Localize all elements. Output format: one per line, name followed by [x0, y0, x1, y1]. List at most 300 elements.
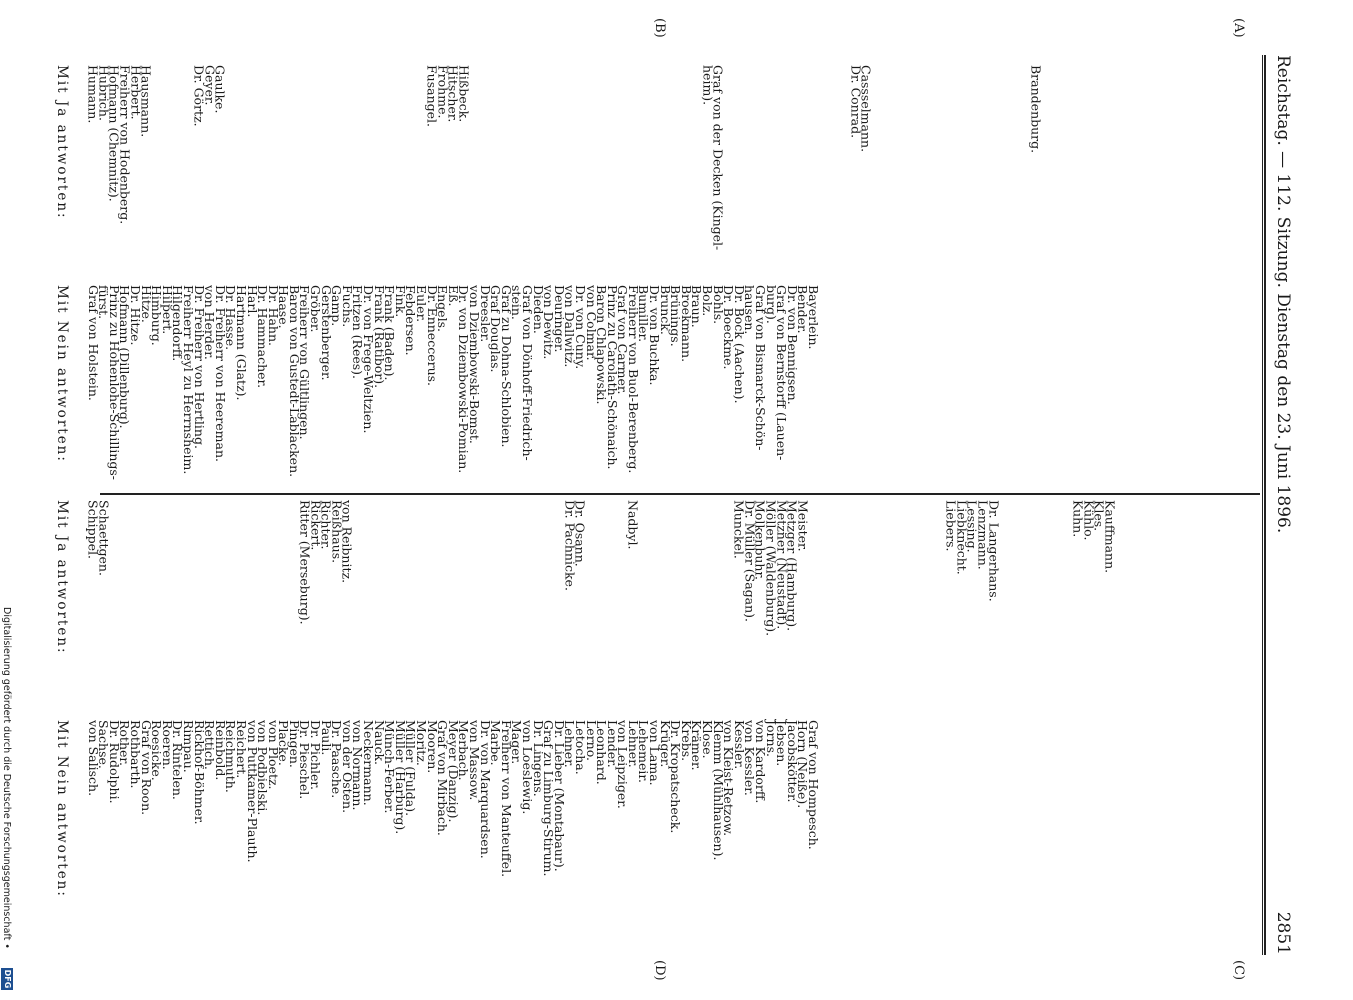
name-entry: Dr. Müller (Sagan). — [742, 500, 758, 623]
name-entry: Dr. Osann. — [572, 500, 588, 567]
name-entry: Dr. Hitze. — [127, 285, 143, 346]
name-entry — [892, 500, 903, 715]
name-entry — [818, 500, 829, 715]
name-entry: Metzner (Neustadt). — [774, 500, 790, 630]
name-entry: Eß. — [445, 285, 461, 307]
name-entry — [871, 500, 882, 715]
name-entry: Placke. — [276, 720, 292, 766]
name-entry: von Podbielski. — [255, 720, 271, 816]
name-entry: Gaulke. — [212, 65, 228, 114]
name-entry: Hubrich. — [96, 65, 112, 121]
column-separator — [100, 493, 1260, 495]
name-entry — [913, 500, 924, 715]
name-entry — [1136, 500, 1147, 715]
name-entry: Deuringer. — [551, 285, 567, 353]
name-entry — [1125, 500, 1136, 715]
name-entry: Bayerlein. — [805, 285, 821, 350]
name-entry: Leonhard. — [594, 720, 610, 785]
page-number: 2851 — [1273, 911, 1293, 955]
name-entry: Dr. Kropatscheck. — [668, 720, 684, 834]
name-entry: Nadbyl. — [625, 500, 641, 550]
name-entry: von Leipziger. — [615, 720, 631, 809]
name-entry — [733, 65, 744, 280]
name-entry: Rothbarth. — [127, 720, 143, 789]
name-entry: Dr. Lingens. — [530, 720, 546, 797]
name-entry: Lerno. — [583, 720, 599, 762]
name-entry: Kuhn. — [1070, 500, 1086, 538]
name-entry: Neckermann. — [361, 720, 377, 806]
name-entry — [903, 65, 914, 280]
name-entry — [278, 65, 289, 280]
name-entry: Lehemeir. — [636, 720, 652, 783]
name-entry — [490, 500, 501, 715]
name-entry: Dr. Pachnicke. — [562, 500, 578, 591]
name-entry: Graf von Bismarck-Schön- — [753, 285, 768, 451]
name-entry — [638, 65, 649, 280]
name-entry: Klemm (Mühlhausen). — [710, 720, 726, 861]
name-entry — [235, 65, 246, 280]
name-entry: Graf von Carmer. — [615, 285, 631, 395]
name-entry: Graf Douglas. — [488, 285, 504, 373]
name-entry: Pingen. — [286, 720, 302, 768]
name-entry — [161, 500, 172, 715]
name-entry — [797, 65, 808, 280]
name-entry — [479, 500, 490, 715]
name-entry: Dr. Conrad. — [848, 65, 864, 139]
name-entry: Freiherr von Manteuffel. — [498, 720, 514, 878]
name-entry: Kles. — [1092, 500, 1107, 532]
margin-mark-d: (D) — [652, 960, 667, 981]
name-list-right-ja — [87, 500, 1221, 715]
name-entry: Reichmuth. — [223, 720, 239, 793]
margin-mark-c: (C) — [1231, 960, 1246, 981]
name-entry: Dr. Enneccerus. — [424, 285, 440, 387]
name-entry: Marbe. — [488, 720, 504, 766]
name-entry: Freiherr von Gültlingen. — [297, 285, 313, 440]
name-entry: Brunck. — [657, 285, 673, 335]
name-entry: stein. — [509, 285, 525, 320]
name-entry — [1146, 500, 1157, 715]
header-title: Reichstag. — 112. Sitzung. Dienstag den 23. Juni 1896. — [1273, 55, 1293, 534]
name-entry: Reißhaus. — [329, 500, 345, 564]
name-entry — [818, 65, 829, 280]
name-entry: Krüger. — [657, 720, 673, 768]
name-entry: Dr. Pichler. — [308, 720, 324, 791]
name-entry: Jacobskötter. — [784, 720, 800, 803]
name-entry — [945, 65, 956, 280]
name-entry — [500, 500, 511, 715]
name-entry — [1051, 500, 1062, 715]
name-list-left-ja — [85, 65, 1044, 280]
name-entry: von Dewitz. — [541, 285, 557, 360]
name-entry — [882, 65, 893, 280]
name-entry: Meister. — [795, 500, 811, 552]
name-entry: Haase. — [276, 285, 292, 329]
name-entry: von Colmar. — [583, 285, 599, 361]
name-entry — [935, 65, 946, 280]
name-entry: Fink. — [392, 285, 408, 318]
margin-mark-b: (B) — [652, 18, 667, 38]
name-entry: Humann. — [85, 65, 101, 124]
name-entry — [373, 65, 384, 280]
name-entry: Fritzen (Rees). — [350, 285, 366, 380]
name-entry — [913, 65, 924, 280]
name-entry — [235, 500, 246, 715]
name-entry — [204, 500, 215, 715]
name-entry: Moritz. — [414, 720, 429, 766]
name-entry: Bender. — [795, 285, 811, 334]
name-entry — [987, 65, 998, 280]
margin-mark-a: (A) — [1231, 18, 1246, 38]
name-entry: Dr. Lieber (Montabaur). — [551, 720, 567, 872]
name-entry: Graf zu Dohna-Schlobien. — [498, 285, 514, 448]
name-entry: Braun. — [689, 285, 705, 328]
name-entry — [511, 65, 522, 280]
name-entry — [257, 500, 268, 715]
name-entry — [246, 65, 257, 280]
name-entry: Meyer (Danzig). — [445, 720, 461, 823]
name-entry: hausen. — [742, 285, 758, 335]
name-entry: Dieden. — [530, 285, 546, 334]
name-entry: Metzger (Hamburg). — [784, 500, 800, 632]
col-heading-left-ja: Mit Ja antworten: — [54, 65, 70, 220]
name-entry: Graf von Roon. — [138, 720, 154, 816]
name-entry: Lender. — [604, 720, 620, 768]
name-entry: Frank (Ratibor). — [371, 285, 387, 389]
name-entry: Dr. Rudolphi. — [106, 720, 122, 804]
digitization-credit: Digitalisierung gefördert durch die Deutsche Forschungsgemeinschaft • — [1, 607, 12, 949]
col-heading-right-ja: Mit Ja antworten: — [54, 500, 70, 655]
name-entry — [1009, 65, 1020, 280]
name-entry — [1030, 500, 1041, 715]
name-entry: von Normann. — [350, 720, 366, 811]
name-entry: von Salisch. — [85, 720, 101, 797]
name-entry: Dr. von Cuny. — [572, 285, 588, 370]
name-entry: von Dallwitz. — [562, 285, 578, 368]
name-entry: Bumiller. — [636, 285, 652, 343]
name-entry: von Puttkamer-Plauth. — [244, 720, 260, 863]
name-entry — [511, 500, 522, 715]
name-entry — [320, 65, 331, 280]
name-entry: Dreesler. — [477, 285, 493, 343]
name-entry: Munckel. — [731, 500, 747, 559]
name-entry: Dr. Hasse. — [223, 285, 239, 351]
name-entry — [384, 500, 395, 715]
name-entry — [627, 65, 638, 280]
name-entry: Kauffmann. — [1102, 500, 1118, 574]
name-entry: Geyer. — [202, 65, 218, 106]
name-entry: Dr. von Marquardsen. — [477, 720, 493, 859]
name-entry: Richter. — [318, 500, 334, 550]
name-entry: Sachse. — [96, 720, 112, 769]
name-entry — [1189, 500, 1200, 715]
name-entry — [606, 65, 617, 280]
name-entry: Graf von Holstein. — [85, 285, 101, 401]
header-rule-thin — [1262, 55, 1263, 955]
name-entry: Hilgendorff. — [170, 285, 186, 362]
name-entry: Merbach. — [456, 720, 472, 781]
name-entry: Dr. von Buchka. — [647, 285, 663, 386]
name-entry: Baron von Gustedt-Lablacken. — [286, 285, 302, 478]
name-entry: Gerstenberger. — [318, 285, 334, 381]
name-entry — [1168, 500, 1179, 715]
name-entry — [415, 500, 426, 715]
name-entry — [405, 65, 416, 280]
name-entry — [341, 65, 352, 280]
name-entry — [691, 500, 702, 715]
name-entry: fürst. — [96, 285, 112, 320]
name-entry: Müller (Fulda). — [403, 720, 419, 817]
name-entry — [807, 65, 818, 280]
name-entry: Dr. Hammacher. — [255, 285, 271, 389]
name-entry: Dr. Langerhans. — [986, 500, 1002, 602]
name-entry: Dr. Freiherr von Hertling. — [191, 285, 207, 449]
name-entry: von Kessler. — [742, 720, 758, 796]
name-entry — [172, 500, 183, 715]
name-entry: Krebs. — [678, 720, 694, 762]
name-entry: Kessler. — [731, 720, 747, 770]
name-entry: Mooren. — [424, 720, 440, 774]
name-entry — [680, 65, 691, 280]
name-entry: Bohls. — [710, 285, 726, 325]
name-entry: Roeren. — [159, 720, 175, 770]
name-entry — [521, 500, 532, 715]
name-entry — [564, 65, 575, 280]
name-entry — [331, 65, 342, 280]
name-entry — [129, 500, 140, 715]
name-entry: von der Osten. — [339, 720, 355, 814]
name-entry — [1210, 500, 1221, 715]
name-entry — [892, 65, 903, 280]
name-entry: Dr. von Dziembowski-Pomian. — [456, 285, 472, 474]
name-entry — [680, 500, 691, 715]
name-entry — [659, 65, 670, 280]
name-entry — [882, 500, 893, 715]
name-entry — [903, 500, 914, 715]
name-entry — [373, 500, 384, 715]
name-entry: Liebers. — [943, 500, 959, 552]
name-entry — [182, 500, 193, 715]
name-entry — [1040, 500, 1051, 715]
name-entry — [267, 500, 278, 715]
name-entry — [426, 500, 437, 715]
name-entry: Rickhof-Böhmer. — [191, 720, 207, 825]
name-entry: Münch-Ferber. — [382, 720, 398, 814]
name-entry — [553, 65, 564, 280]
name-entry: burg). — [763, 285, 779, 324]
name-entry: Harl. — [244, 285, 260, 318]
name-entry — [659, 500, 670, 715]
name-entry: Nauck. — [371, 720, 387, 765]
name-entry — [744, 65, 755, 280]
name-entry — [394, 65, 405, 280]
name-entry: Krämer. — [689, 720, 705, 771]
name-entry: Rickert. — [308, 500, 324, 551]
header-rule — [1265, 55, 1267, 955]
name-entry: Dr. Pieschel. — [297, 720, 313, 800]
name-entry: Jebsen. — [774, 720, 790, 767]
name-entry: Prinz zu Carolath-Schönaich. — [604, 285, 620, 470]
name-entry: Rettich. — [202, 720, 218, 770]
name-entry: Broekmann. — [678, 285, 694, 363]
name-entry: von Lama. — [647, 720, 663, 786]
name-entry: heim). — [700, 65, 716, 106]
name-entry — [966, 65, 977, 280]
name-entry: Hilpert. — [159, 285, 175, 335]
name-entry — [214, 500, 225, 715]
name-entry: Hausmann. — [138, 65, 154, 138]
name-entry: Euler. — [414, 285, 429, 323]
name-entry — [860, 500, 871, 715]
name-entry: von Massow. — [466, 720, 482, 801]
name-entry: Freiherr von Buol-Berenberg. — [625, 285, 641, 474]
name-entry — [1157, 500, 1168, 715]
name-entry — [606, 500, 617, 715]
name-entry: Himburg. — [149, 285, 165, 346]
dfg-logo: DFG — [3, 969, 12, 989]
name-entry: Baron Chlapowski. — [594, 285, 610, 405]
name-entry: Prinz zu Hohenlohe-Schillings- — [106, 285, 122, 481]
name-entry: Hofmann (Chemnitz). — [106, 65, 122, 202]
name-entry — [521, 65, 532, 280]
page-header — [1267, 55, 1293, 955]
name-entry: Ritter (Merseburg). — [297, 500, 313, 625]
name-entry: Fuchs. — [339, 285, 355, 328]
name-entry — [712, 500, 723, 715]
name-entry — [225, 500, 236, 715]
name-entry — [309, 65, 320, 280]
name-entry — [924, 65, 935, 280]
name-entry: Gamp. — [329, 285, 345, 327]
name-entry — [193, 500, 204, 715]
name-entry: Dr. Hahn. — [265, 285, 281, 346]
name-entry: Fusangel. — [424, 65, 440, 128]
name-entry — [447, 500, 458, 715]
name-entry — [850, 500, 861, 715]
name-entry: Kühlo. — [1081, 500, 1097, 541]
name-entry: Graf zu Limburg-Stirum. — [541, 720, 557, 877]
name-entry: Freiherr Heyl zu Herrnsheim. — [180, 285, 196, 475]
name-entry — [119, 500, 130, 715]
name-entry: von Reibnitz. — [339, 500, 355, 584]
name-entry: Graf von Dönhoff-Friedrich- — [519, 285, 535, 461]
name-entry: Dr. Rintelen. — [170, 720, 186, 800]
name-entry — [956, 65, 967, 280]
name-entry — [458, 500, 469, 715]
name-entry — [172, 65, 183, 280]
name-entry — [648, 65, 659, 280]
name-entry: Schaettgen. — [96, 500, 112, 576]
name-entry — [670, 500, 681, 715]
name-entry: Mager. — [509, 720, 525, 765]
name-entry — [617, 65, 628, 280]
name-entry — [1199, 500, 1210, 715]
name-entry — [151, 500, 162, 715]
name-entry: Letocha. — [572, 720, 588, 775]
name-entry: Hofmann (Dillenburg). — [117, 285, 133, 429]
col-heading-left-nein: Mit Nein antworten: — [54, 285, 70, 463]
name-entry: Molkenbuhr. — [753, 500, 768, 581]
name-entry — [362, 500, 373, 715]
name-entry: Dr. Paasche. — [329, 720, 345, 799]
name-entry: Dr. von Frege-Weltzien. — [361, 285, 377, 434]
name-entry — [479, 65, 490, 280]
name-entry: Cassselmann. — [858, 65, 874, 153]
name-entry: Lessing. — [964, 500, 980, 553]
name-entry: von Herder. — [202, 285, 218, 360]
name-entry: Febdersen. — [403, 285, 419, 356]
name-entry: von Loeslewig. — [519, 720, 535, 815]
name-entry: Lehner. — [562, 720, 578, 768]
name-entry: Klose. — [700, 720, 716, 759]
name-entry — [288, 65, 299, 280]
name-entry — [384, 65, 395, 280]
name-entry — [754, 65, 765, 280]
name-entry: Schippel. — [85, 500, 101, 559]
name-entry — [829, 65, 840, 280]
name-entry: Frank (Baden). — [382, 285, 398, 381]
name-entry: Müller (Harburg). — [392, 720, 408, 835]
name-entry — [532, 500, 543, 715]
name-entry: Frohme. — [435, 65, 451, 119]
name-entry: Graf von der Decken (Kingel- — [710, 65, 726, 251]
name-entry — [670, 65, 681, 280]
name-entry: Graf von Bernstorff (Lauen- — [774, 285, 790, 461]
name-entry: Herbert. — [127, 65, 143, 120]
name-entry: Pauli. — [318, 720, 334, 756]
name-entry — [977, 65, 988, 280]
name-entry — [267, 65, 278, 280]
name-entry: Liebknecht. — [954, 500, 970, 575]
name-entry: Hartmann (Glatz). — [233, 285, 249, 401]
name-entry: von Kleist-Retzow. — [721, 720, 737, 837]
name-entry — [596, 65, 607, 280]
name-entry — [394, 500, 405, 715]
name-entry — [574, 65, 585, 280]
name-entry — [140, 500, 151, 715]
name-entry — [1178, 500, 1189, 715]
name-entry: Engels. — [435, 285, 451, 332]
name-entry: Freiherr von Hodenberg. — [117, 65, 133, 225]
name-entry: Hißbeck. — [456, 65, 472, 123]
name-entry — [532, 65, 543, 280]
name-entry — [765, 65, 776, 280]
name-entry: Rother. — [117, 720, 133, 766]
name-entry — [701, 500, 712, 715]
name-entry: Dr. Freiherr von Heereman. — [212, 285, 228, 462]
name-entry: Dr. von Bennigsen. — [784, 285, 800, 405]
name-entry — [352, 65, 363, 280]
name-entry — [246, 500, 257, 715]
name-entry: Möller (Waldenburg). — [763, 500, 779, 637]
name-entry — [829, 500, 840, 715]
name-entry: Dr. Boeckme. — [721, 285, 737, 370]
col-heading-right-nein: Mit Nein antworten: — [54, 720, 70, 898]
name-entry: Lenzmann. — [975, 500, 991, 570]
name-entry — [776, 65, 787, 280]
name-entry — [585, 65, 596, 280]
name-entry: Horn (Neiße). — [795, 720, 811, 809]
name-entry: Graf von Mirbach. — [435, 720, 451, 836]
name-entry: Reinbold. — [212, 720, 228, 781]
name-entry — [839, 500, 850, 715]
name-list-right-nein — [85, 720, 821, 955]
name-entry: Rimpau. — [180, 720, 196, 773]
name-entry — [362, 65, 373, 280]
name-entry: Brünings. — [668, 285, 684, 347]
name-entry: Brandenburg. — [1028, 65, 1044, 154]
name-entry — [543, 500, 554, 715]
